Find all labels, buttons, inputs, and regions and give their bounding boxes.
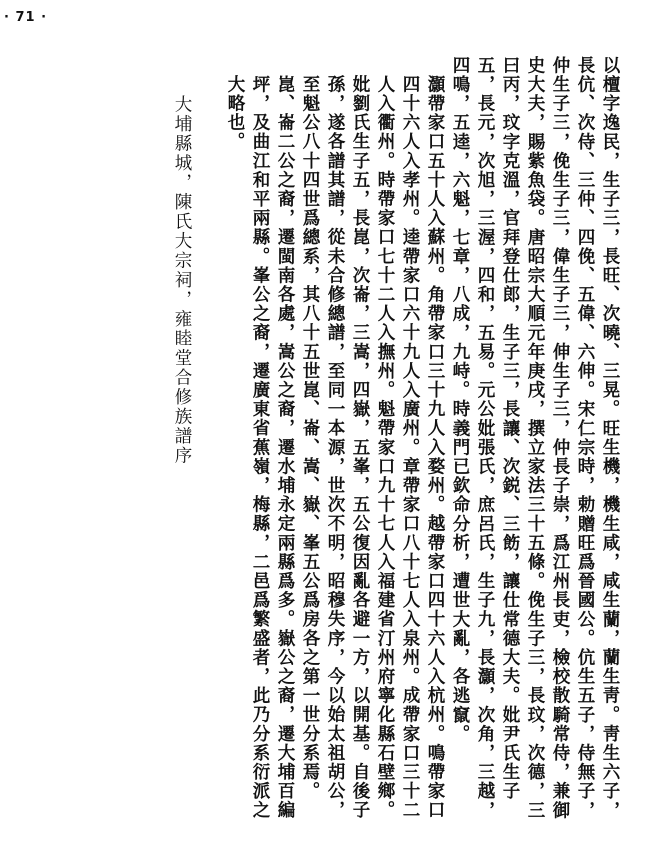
colophon-title: 大埔縣城，陳氏大宗祠，雍睦堂合修族譜序: [172, 94, 192, 465]
vertical-text-body: [12, 56, 622, 836]
page-number: · 71 ·: [4, 10, 48, 25]
paragraph-lineage: 以檀字逸民，生子三，長旺、次曉、三晃。旺生機，機生咸，咸生蘭，蘭生靑。靑生六子，長伉、次侍、三仲、四俛、五偉、六伸。宋仁宗時，勅贈旺爲晉國公。伉生五子，侍無子，仲生子三，俛生子三，偉生子三，伸生子三，仲長子崇，爲江州長吏，檢校散騎常侍，兼御史大夫，賜紫魚袋。唐昭宗大順元年庚戌，撰立家法三十五條。俛生子三，長玟，次德，三曰丙，玟字克溫，官拜登仕郎，生子三，長讓、次鋭、三飭，讓仕常德大夫。妣尹氏生子五，長元，次旭，三渥，四和，五易。元公妣張氏，庶呂氏，生子九，長灝，次角，三越，四鳴，五逵，六魁，七章，八成，九峙。時義門已欽命分析，遭世大亂，各逃竄。: [450, 56, 620, 820]
paragraph-migration: 灝帶家口五十人入蘇州。角帶家口三十九人入婺州。越帶家口四十六人入杭州。鳴帶家口四十六人入孝州。逵帶家口六十九人入廣州。章帶家口八十七人入泉州。成帶家口三十二人入衢州。時帶家口七十二人入撫州。魁帶家口九十七人入福建省汀州府寧化縣石壁鄉。妣劉氏生子五，長崑，次崙，三嵩，四嶽，五峯，五公復因亂各避一方，以開基。自後子孫，遂各譜其譜，從未合修總譜，至同一本源，世次不明，昭穆失序，今以始太祖胡公，至魁公八十四世爲總系，其八十五世崑、崙、嵩、嶽、峯五公爲房各之第一世分系焉。崑、崙二公之裔，遷閩南各處，嵩公之裔，遷水埔永定兩縣爲多。嶽公之裔，遷大埔百編坪，及曲江和平兩縣。峯公之裔，遷廣東省蕉嶺，梅縣，二邑爲繁盛者，此乃分系衍派之大略也。: [225, 75, 445, 821]
